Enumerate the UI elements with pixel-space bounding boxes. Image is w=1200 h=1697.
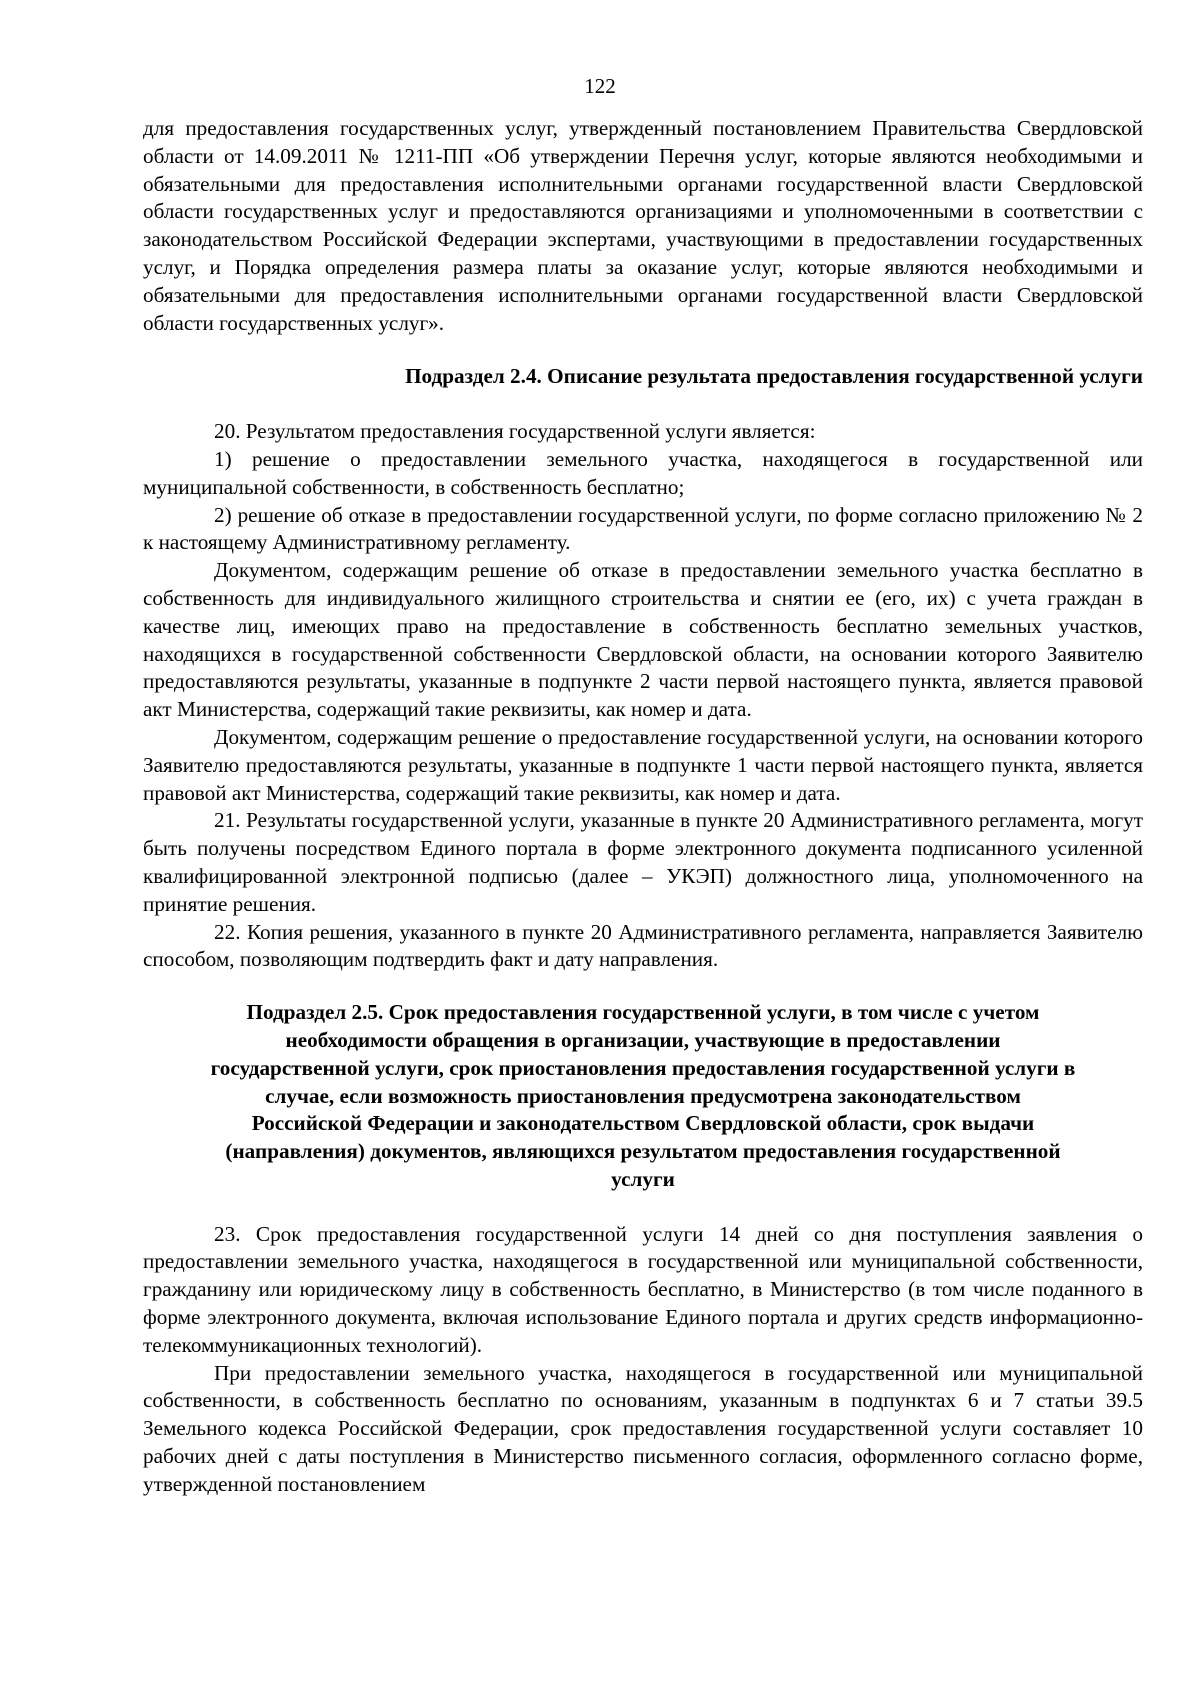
paragraph-refusal-document: Документом, содержащим решение об отказе в предоставлении земельного участка бесплатно в собственность для индивидуального жилищного строительства и снятии ее (его, их) с учета граждан в качестве лиц, имеющих право на предоставление в собственность бесплатно земельных участков, находящихся в государственной собственности Свердловской области, на основании которого Заявителю предоставляются результаты, указанные в подпункте 2 части первой настоящего пункта, является правовой акт Министерства, содержащий такие реквизиты, как номер и дата. bbox=[143, 558, 1143, 722]
section-2-5-heading-line: государственной услуги, срок приостановления предоставления государственной услуги в bbox=[210, 1055, 1076, 1080]
section-2-5-heading-line: Подраздел 2.5. Срок предоставления государственной услуги, в том числе с учетом bbox=[246, 1000, 1040, 1025]
page-number: 122 bbox=[584, 74, 616, 98]
section-2-5-heading bbox=[143, 999, 1143, 1194]
paragraph-21: 21. Результаты государственной услуги, указанные в пункте 20 Административного регламента, могут быть получены посредством Единого портала в форме электронного документа подписанного усиленной квалифицированной электронной подписью (далее – УКЭП) должностного лица, уполномоченного на принятие решения. bbox=[143, 808, 1143, 916]
paragraph-continuation: для предоставления государственных услуг, утвержденный постановлением Правительства Свердловской области от 14.09.2011 № 1211-ПП «Об утверждении Перечня услуг, которые являются необходимыми и обязательными для предоставления исполнительными органами государственной власти Свердловской области государственных услуг и предоставляются организациями и уполномоченными в соответствии с законодательством Российской Федерации экспертами, участвующими в предоставлении государственных услуг, и Порядка определения размера платы за оказание услуг, которые являются необходимыми и обязательными для предоставления исполнительными органами государственной власти Свердловской области государственных услуг». bbox=[143, 116, 1143, 335]
section-2-5-heading-line: (направления) документов, являющихся результатом предоставления государственной bbox=[225, 1139, 1061, 1164]
paragraph-20-item-2: 2) решение об отказе в предоставлении государственной услуги, по форме согласно приложению № 2 к настоящему Административному регламенту. bbox=[143, 502, 1143, 555]
section-2-5-heading-line: случае, если возможность приостановления предусмотрена законодательством bbox=[265, 1083, 1021, 1108]
section-2-5-heading-line: услуги bbox=[611, 1166, 675, 1191]
section-2-4-heading: Подраздел 2.4. Описание результата предоставления государственной услуги bbox=[405, 364, 1143, 389]
section-2-5-heading-line: Российской Федерации и законодательством Свердловской области, срок выдачи bbox=[251, 1111, 1035, 1136]
paragraph-grant-document: Документом, содержащим решение о предоставление государственной услуги, на основании которого Заявителю предоставляются результаты, указанные в подпункте 1 части первой настоящего пункта, является правовой акт Министерства, содержащий такие реквизиты, как номер и дата. bbox=[143, 724, 1143, 805]
paragraph-23-continued: При предоставлении земельного участка, находящегося в государственной или муниципальной собственности, в собственность бесплатно по основаниям, указанным в подпунктах 6 и 7 статьи 39.5 Земельного кодекса Российской Федерации, срок предоставления государственной услуги составляет 10 рабочих дней с даты поступления в Министерство письменного согласия, оформленного согласно форме, утвержденной постановлением bbox=[143, 1360, 1143, 1496]
document-body bbox=[143, 115, 1143, 1499]
paragraph-22: 22. Копия решения, указанного в пункте 20 Административного регламента, направляется Заявителю способом, позволяющим подтвердить факт и дату направления. bbox=[143, 919, 1143, 972]
paragraph-20: 20. Результатом предоставления государственной услуги является: bbox=[214, 419, 816, 444]
paragraph-23: 23. Срок предоставления государственной услуги 14 дней со дня поступления заявления о предоставлении земельного участка, находящегося в государственной или муниципальной собственности, гражданину или юридическому лицу в собственность бесплатно, в Министерство (в том числе поданного в форме электронного документа, включая использование Единого портала и других средств информационно-телекоммуникационных технологий). bbox=[143, 1221, 1143, 1357]
section-2-5-heading-line: необходимости обращения в организации, участвующие в предоставлении bbox=[285, 1027, 1001, 1052]
paragraph-20-item-1: 1) решение о предоставлении земельного участка, находящегося в государственной или муниципальной собственности, в собственность бесплатно; bbox=[143, 446, 1143, 499]
